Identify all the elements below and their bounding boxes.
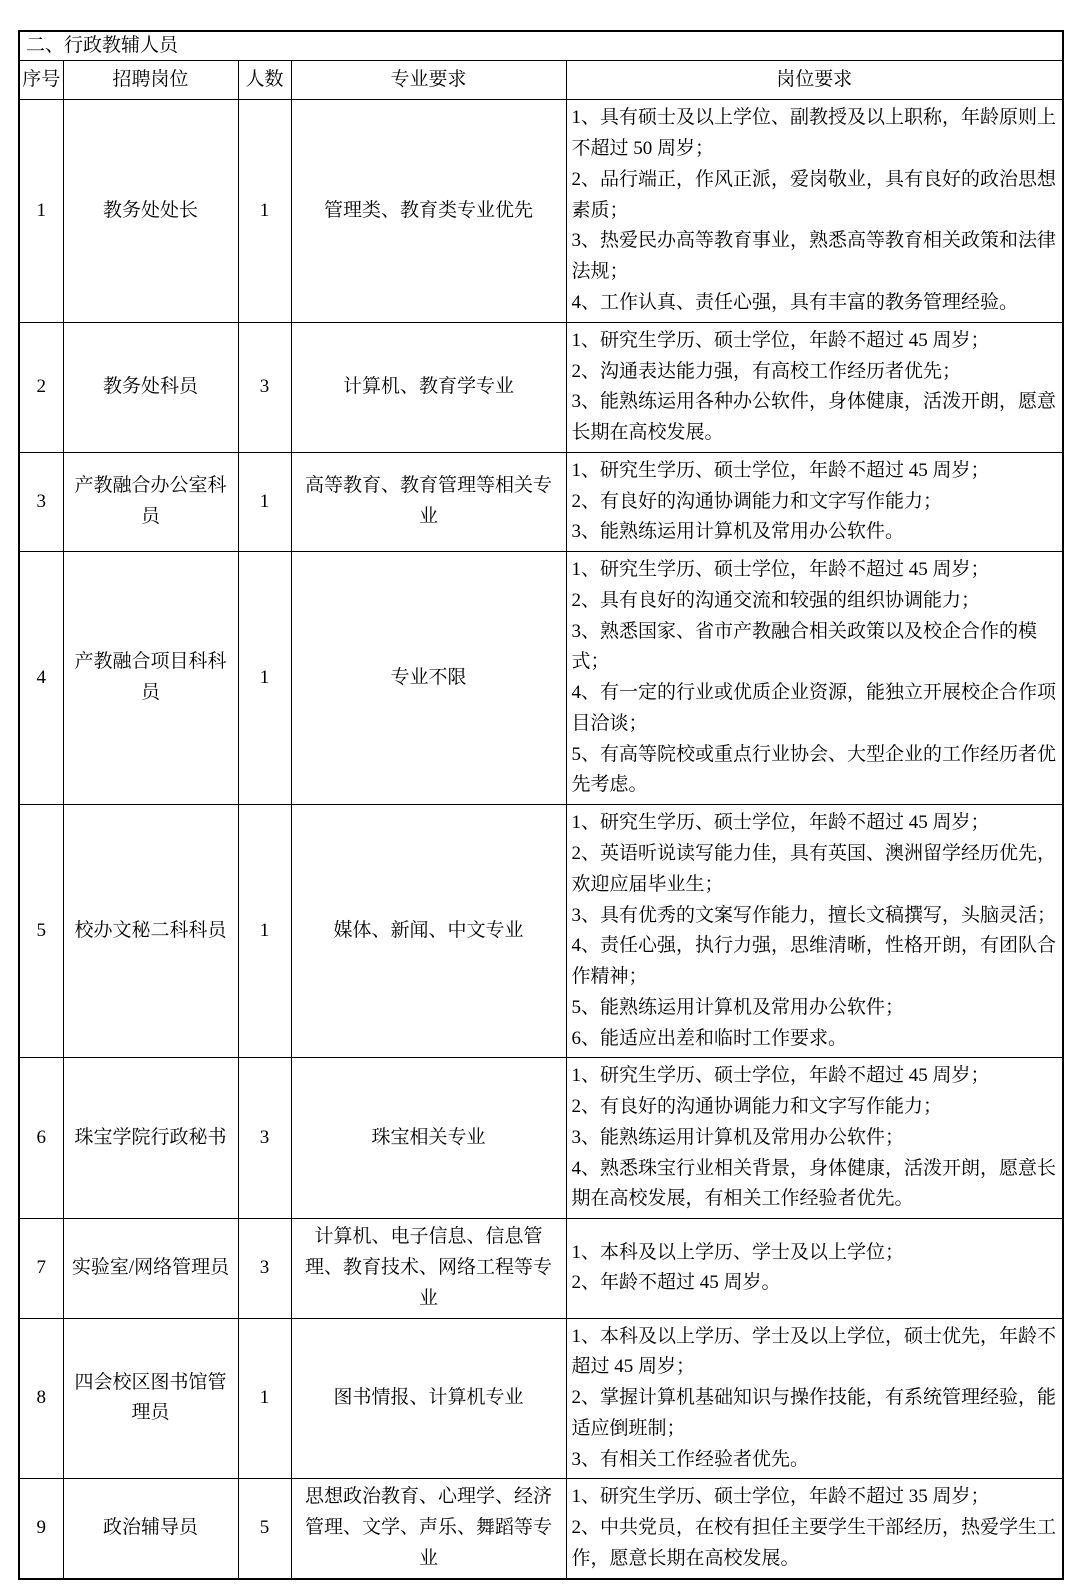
requirement-line: 5、能熟练运用计算机及常用办公软件； xyxy=(571,996,905,1018)
requirement-line: 2、中共党员，在校有担任主要学生干部经历，热爱学生工作，愿意长期在高校发展。 xyxy=(571,1517,1057,1569)
requirement-line: 1、本科及以上学历、学士及以上学位； xyxy=(571,1241,905,1263)
requirement-line: 1、研究生学历、硕士学位，年龄不超过 45 周岁； xyxy=(571,329,990,351)
count-cell: 1 xyxy=(238,552,291,805)
table-row xyxy=(19,1058,1063,1219)
major-cell: 高等教育、教育管理等相关专业 xyxy=(291,452,566,551)
requirement-line: 3、能熟练运用计算机及常用办公软件； xyxy=(571,1126,905,1148)
requirements-cell xyxy=(566,100,1063,322)
row-number-cell: 5 xyxy=(19,805,63,1058)
requirements-cell xyxy=(566,805,1063,1058)
requirement-line: 1、研究生学历、硕士学位，年龄不超过 45 周岁； xyxy=(571,459,990,481)
requirement-line: 1、研究生学历、硕士学位，年龄不超过 45 周岁； xyxy=(571,812,990,834)
table-row xyxy=(19,805,1063,1058)
row-number-cell: 3 xyxy=(19,452,63,551)
count-cell: 3 xyxy=(238,1058,291,1219)
major-cell: 图书情报、计算机专业 xyxy=(291,1318,566,1479)
major-cell: 专业不限 xyxy=(291,552,566,805)
requirement-line: 5、有高等院校或重点行业协会、大型企业的工作经历者优先考虑。 xyxy=(571,743,1057,796)
major-cell: 计算机、教育学专业 xyxy=(291,322,566,452)
position-cell: 校办文秘二科科员 xyxy=(63,805,238,1058)
header-requirements: 岗位要求 xyxy=(566,60,1063,100)
header-count: 人数 xyxy=(238,60,291,100)
requirements-cell xyxy=(566,1479,1063,1579)
position-cell: 四会校区图书馆管理员 xyxy=(63,1318,238,1479)
table-row xyxy=(19,1219,1063,1318)
requirement-line: 1、研究生学历、硕士学位，年龄不超过 45 周岁； xyxy=(571,1065,990,1087)
requirement-line: 6、能适应出差和临时工作要求。 xyxy=(571,1027,848,1049)
requirements-cell xyxy=(566,322,1063,452)
section-title-row xyxy=(19,31,1063,60)
requirement-line: 3、具有优秀的文案写作能力，擅长文稿撰写，头脑灵活； xyxy=(571,904,1057,926)
position-cell: 教务处处长 xyxy=(63,100,238,322)
job-table-body xyxy=(19,31,1063,1579)
requirement-line: 3、熟悉国家、省市产教融合相关政策以及校企合作的模式； xyxy=(571,620,1038,673)
row-number-cell: 7 xyxy=(19,1219,63,1318)
position-cell: 产教融合办公室科员 xyxy=(63,452,238,551)
requirement-line: 3、有相关工作经验者优先。 xyxy=(571,1448,810,1470)
section-title: 二、行政教辅人员 xyxy=(19,31,1063,60)
header-major: 专业要求 xyxy=(291,60,566,100)
requirement-line: 2、品行端正，作风正派，爱岗敬业，具有良好的政治思想素质； xyxy=(571,168,1057,221)
requirement-line: 2、沟通表达能力强，有高校工作经历者优先； xyxy=(571,360,962,382)
requirement-line: 3、能熟练运用计算机及常用办公软件。 xyxy=(571,521,905,543)
position-cell: 产教融合项目科科员 xyxy=(63,552,238,805)
row-number-cell: 9 xyxy=(19,1479,63,1579)
row-number-cell: 8 xyxy=(19,1318,63,1479)
position-cell: 实验室/网络管理员 xyxy=(63,1219,238,1318)
count-cell: 3 xyxy=(238,1219,291,1318)
requirement-line: 1、具有硕士及以上学位、副教授及以上职称，年龄原则上不超过 50 周岁； xyxy=(571,107,1057,160)
table-row xyxy=(19,100,1063,322)
row-number-cell: 4 xyxy=(19,552,63,805)
table-row xyxy=(19,1318,1063,1479)
requirements-cell xyxy=(566,452,1063,551)
requirement-line: 4、有一定的行业或优质企业资源，能独立开展校企合作项目洽谈； xyxy=(571,682,1057,734)
requirement-line: 2、掌握计算机基础知识与操作技能，有系统管理经验，能适应倒班制； xyxy=(571,1387,1057,1439)
header-row xyxy=(19,60,1063,100)
requirement-line: 4、工作认真、责任心强，具有丰富的教务管理经验。 xyxy=(571,292,1019,313)
row-number-cell: 2 xyxy=(19,322,63,452)
major-cell: 媒体、新闻、中文专业 xyxy=(291,805,566,1058)
count-cell: 1 xyxy=(238,805,291,1058)
count-cell: 5 xyxy=(238,1479,291,1579)
requirements-cell xyxy=(566,552,1063,805)
major-cell: 管理类、教育类专业优先 xyxy=(291,100,566,322)
requirement-line: 3、能熟练运用各种办公软件，身体健康，活泼开朗，愿意长期在高校发展。 xyxy=(571,391,1057,444)
requirement-line: 2、年龄不超过 45 周岁。 xyxy=(571,1272,781,1294)
table-row xyxy=(19,452,1063,551)
position-cell: 教务处科员 xyxy=(63,322,238,452)
table-row xyxy=(19,322,1063,452)
requirement-line: 2、英语听说读写能力佳，具有英国、澳洲留学经历优先，欢迎应届毕业生； xyxy=(571,843,1057,895)
header-no: 序号 xyxy=(19,60,63,100)
major-cell: 珠宝相关专业 xyxy=(291,1058,566,1219)
position-cell: 政治辅导员 xyxy=(63,1479,238,1579)
row-number-cell: 1 xyxy=(19,100,63,322)
requirement-line: 4、熟悉珠宝行业相关背景，身体健康，活泼开朗，愿意长期在高校发展，有相关工作经验者优先。 xyxy=(571,1157,1057,1210)
requirement-line: 4、责任心强，执行力强，思维清晰，性格开朗，有团队合作精神； xyxy=(571,935,1057,988)
count-cell: 1 xyxy=(238,100,291,322)
row-number-cell: 6 xyxy=(19,1058,63,1219)
requirement-line: 2、有良好的沟通协调能力和文字写作能力； xyxy=(571,1096,943,1118)
requirement-line: 1、研究生学历、硕士学位，年龄不超过 35 周岁； xyxy=(571,1486,990,1508)
table-row xyxy=(19,1479,1063,1579)
major-cell: 思想政治教育、心理学、经济管理、文学、声乐、舞蹈等专业 xyxy=(291,1479,566,1579)
count-cell: 3 xyxy=(238,322,291,452)
requirement-line: 2、有良好的沟通协调能力和文字写作能力； xyxy=(571,490,943,512)
requirement-line: 2、具有良好的沟通交流和较强的组织协调能力； xyxy=(571,589,981,611)
major-cell: 计算机、电子信息、信息管理、教育技术、网络工程等专业 xyxy=(291,1219,566,1318)
count-cell: 1 xyxy=(238,452,291,551)
table-row xyxy=(19,552,1063,805)
header-position: 招聘岗位 xyxy=(63,60,238,100)
requirement-line: 1、研究生学历、硕士学位，年龄不超过 45 周岁； xyxy=(571,559,990,581)
recruitment-table xyxy=(18,30,1064,1580)
requirements-cell xyxy=(566,1318,1063,1479)
requirement-line: 3、热爱民办高等教育事业，熟悉高等教育相关政策和法律法规； xyxy=(571,230,1057,283)
count-cell: 1 xyxy=(238,1318,291,1479)
recruitment-page xyxy=(0,30,1080,1580)
requirements-cell xyxy=(566,1058,1063,1219)
position-cell: 珠宝学院行政秘书 xyxy=(63,1058,238,1219)
requirement-line: 1、本科及以上学历、学士及以上学位，硕士优先，年龄不超过 45 周岁； xyxy=(571,1325,1057,1378)
requirements-cell xyxy=(566,1219,1063,1318)
